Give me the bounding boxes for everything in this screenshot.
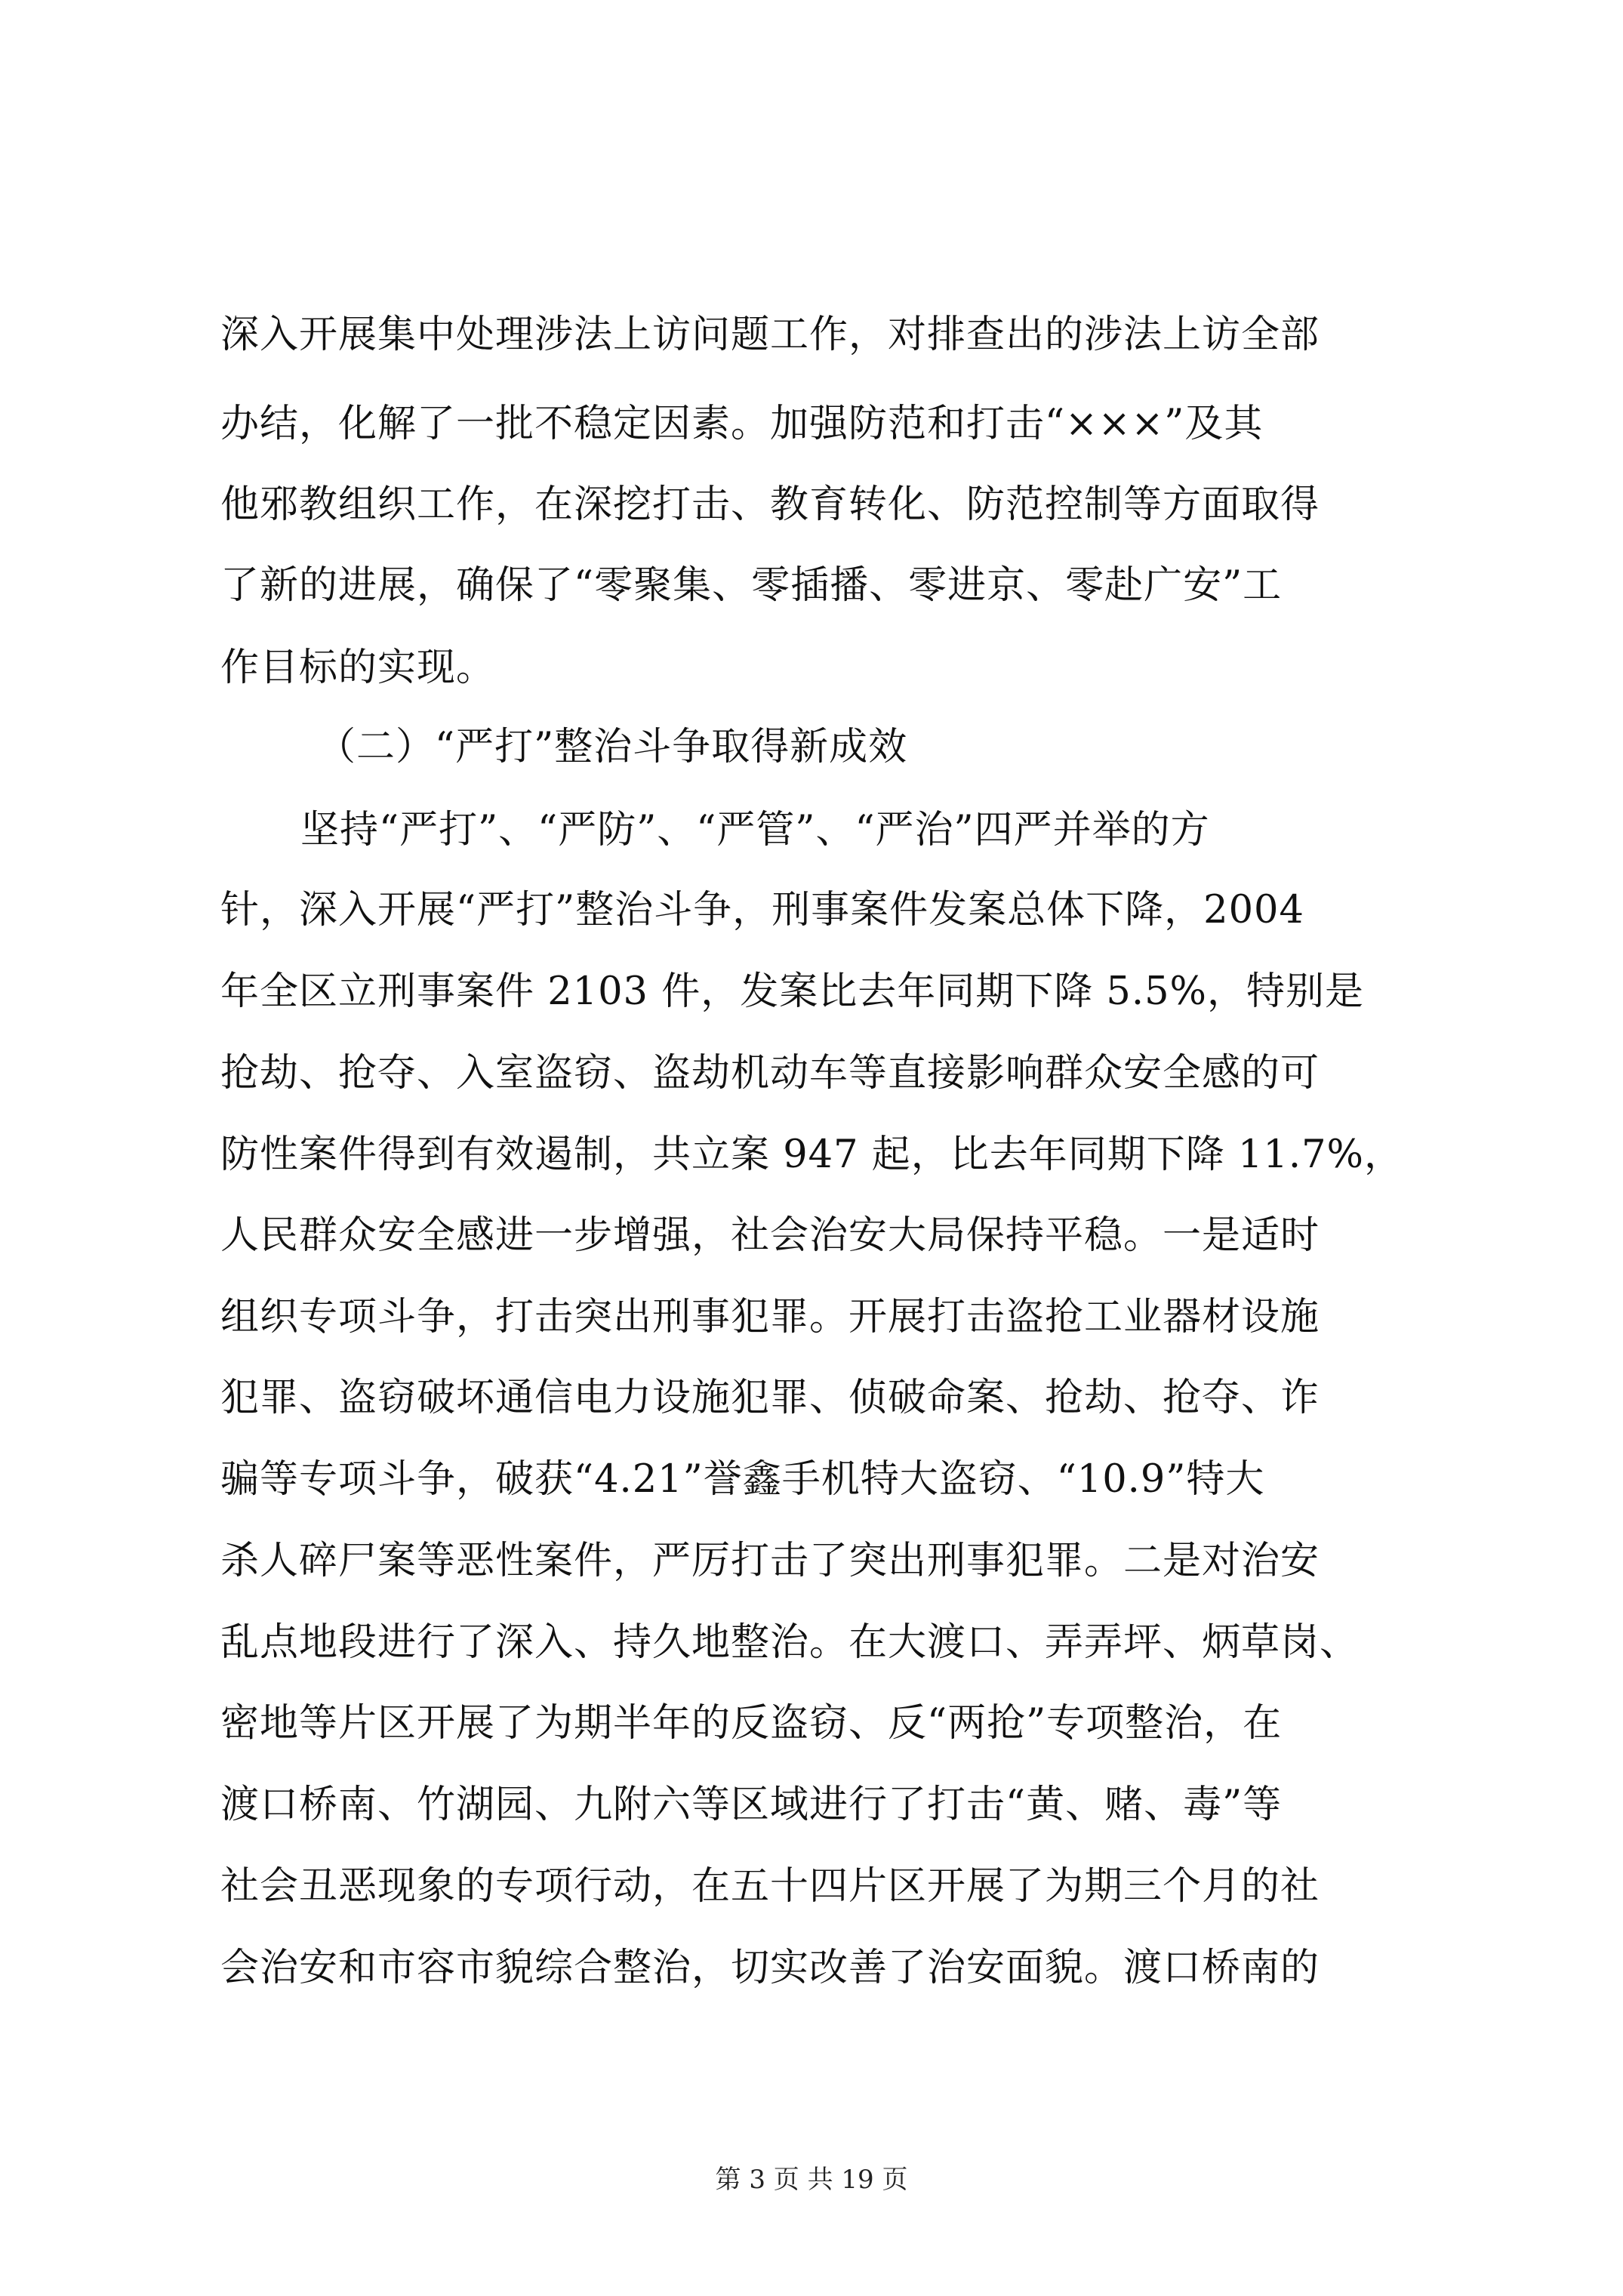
paragraph-line: 作目标的实现。 [220,646,496,690]
paragraph-line: 犯罪、盗窃破坏通信电力设施犯罪、侦破命案、抢劫、抢夺、诈 [220,1376,1320,1420]
section-heading: （二）“严打”整治斗争取得新成效 [317,725,908,769]
paragraph-line: 组织专项斗争，打击突出刑事犯罪。开展打击盗抢工业器材设施 [220,1295,1320,1339]
paragraph-line: 深入开展集中处理涉法上访问题工作，对排查出的涉法上访全部 [220,313,1320,357]
paragraph-line: 他邪教组织工作，在深挖打击、教育转化、防范控制等方面取得 [220,482,1320,527]
paragraph-line: 会治安和市容市貌综合整治，切实改善了治安面貌。渡口桥南的 [220,1946,1320,1990]
paragraph-line: 骗等专项斗争，破获“4.21”誉鑫手机特大盗窃、“10.9”特大 [220,1457,1265,1502]
paragraph-line: 抢劫、抢夺、入室盗窃、盗劫机动车等直接影响群众安全感的可 [220,1051,1320,1096]
paragraph-line: 针，深入开展“严打”整治斗争，刑事案件发案总体下降，2004 [220,888,1304,932]
paragraph-line: 渡口桥南、竹湖园、九附六等区域进行了打击“黄、赌、毒”等 [220,1783,1283,1827]
paragraph-line: 杀人碎尸案等恶性案件，严厉打击了突出刑事犯罪。二是对治安 [220,1539,1320,1583]
paragraph-line: 办结，化解了一批不稳定因素。加强防范和打击“×××”及其 [220,402,1264,446]
paragraph-line: 防性案件得到有效遏制，共立案 947 起，比去年同期下降 11.7%， [220,1133,1403,1177]
paragraph-line: 年全区立刑事案件 2103 件，发案比去年同期下降 5.5%，特别是 [220,969,1364,1014]
page-number-footer: 第 3 页 共 19 页 [715,2165,908,2195]
paragraph-line: 社会丑恶现象的专项行动，在五十四片区开展了为期三个月的社 [220,1864,1320,1909]
paragraph-line: 密地等片区开展了为期半年的反盗窃、反“两抢”专项整治，在 [220,1701,1283,1746]
paragraph-line: 人民群众安全感进一步增强，社会治安大局保持平稳。一是适时 [220,1213,1320,1258]
paragraph-line: 了新的进展，确保了“零聚集、零插播、零进京、零赴广安”工 [220,563,1283,608]
paragraph-line: 乱点地段进行了深入、持久地整治。在大渡口、弄弄坪、炳草岗、 [220,1620,1360,1665]
paragraph-line: 坚持“严打”、“严防”、“严管”、“严治”四严并举的方 [300,808,1210,852]
